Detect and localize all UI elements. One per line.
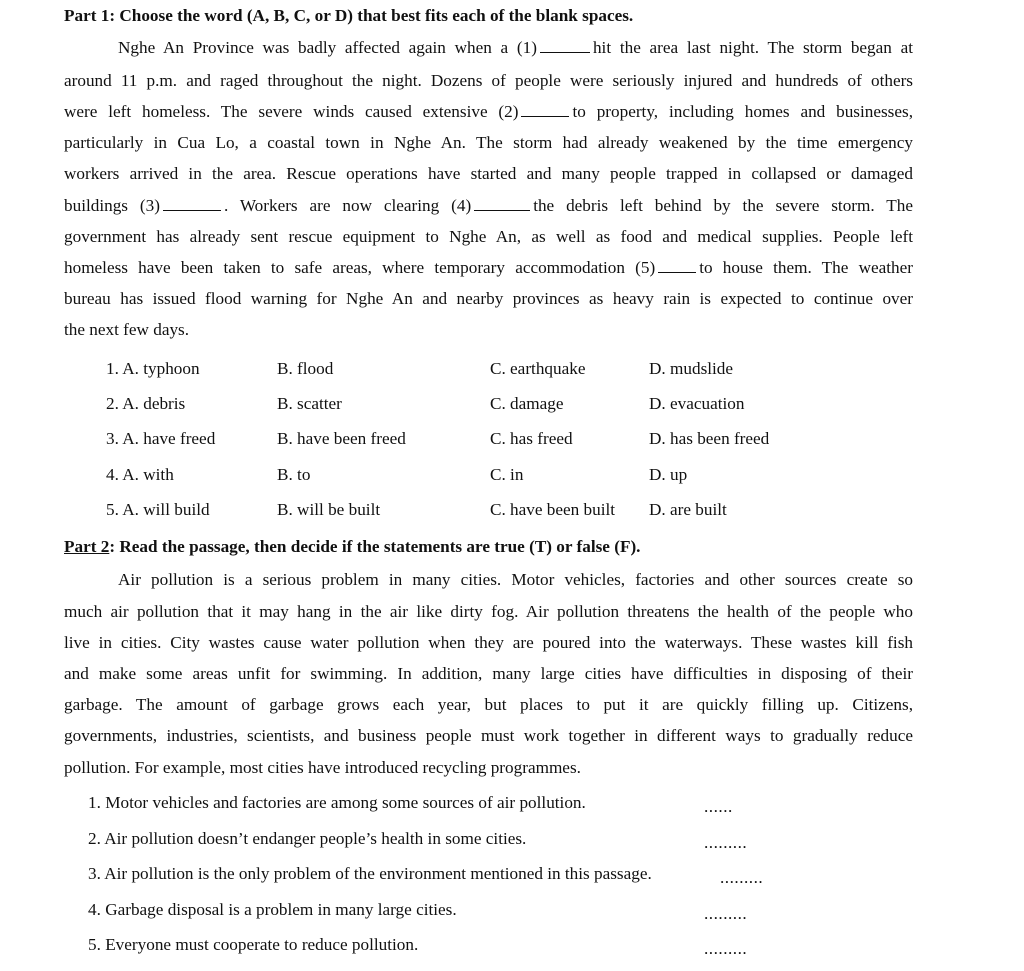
option-2d[interactable]: D. evacuation — [649, 394, 745, 413]
option-2c[interactable]: C. damage — [490, 394, 564, 413]
answer-blank-3[interactable] — [163, 196, 221, 211]
passage1-line: government has already sent rescue equipment to Nghe An, as well as food and medical supplies. People left — [64, 227, 913, 246]
passage2-line: much air pollution that it may hang in the air like dirty fog. Air pollution threatens the health of the people who — [64, 602, 913, 621]
option-5b[interactable]: B. will be built — [277, 500, 381, 519]
option-4c[interactable]: C. in — [490, 465, 524, 484]
option-5a[interactable]: 5. A. will build — [106, 500, 210, 519]
passage2-line: live in cities. City wastes cause water pollution when they are poured into the waterways. These wastes kill fish — [64, 633, 913, 652]
passage1-line: particularly in Cua Lo, a coastal town in Nghe An. The storm had already weakened by the time emergency — [64, 133, 913, 152]
option-4d[interactable]: D. up — [649, 465, 688, 484]
option-1c[interactable]: C. earthquake — [490, 359, 586, 378]
passage1-line: were left homeless. The severe winds caused extensive (2) to property, including homes and businesses, — [64, 102, 913, 121]
option-4b[interactable]: B. to — [277, 465, 311, 484]
answer-blank-1[interactable] — [540, 38, 590, 53]
part2-instruction: : Read the passage, then decide if the statements are true (T) or false (F). — [109, 537, 641, 556]
option-1b[interactable]: B. flood — [277, 359, 334, 378]
passage1-line: Nghe An Province was badly affected again when a (1) hit the area last night. The storm began at — [118, 38, 913, 57]
option-3a[interactable]: 3. A. have freed — [106, 429, 216, 448]
statement-1: 1. Motor vehicles and factories are among some sources of air pollution. — [88, 793, 586, 812]
passage1-line: around 11 p.m. and raged throughout the night. Dozens of people were seriously injured and hundreds of others — [64, 71, 913, 90]
passage2-line: garbage. The amount of garbage grows each year, but places to put it are quickly filling up. Citizens, — [64, 695, 913, 714]
answer-blank-tf-1[interactable]: ...... — [704, 797, 733, 816]
option-1d[interactable]: D. mudslide — [649, 359, 734, 378]
answer-blank-tf-3[interactable]: ......... — [720, 868, 764, 887]
option-3c[interactable]: C. has freed — [490, 429, 573, 448]
passage1-line: workers arrived in the area. Rescue operations have started and many people trapped in collapsed or damaged — [64, 164, 913, 183]
statement-5: 5. Everyone must cooperate to reduce pollution. — [88, 935, 419, 954]
passage1-line: bureau has issued flood warning for Nghe An and nearby provinces as heavy rain is expected to continue over — [64, 289, 913, 308]
passage2-line: and make some areas unfit for swimming. In addition, many large cities have difficulties in disposing of their — [64, 664, 913, 683]
option-1a[interactable]: 1. A. typhoon — [106, 359, 200, 378]
answer-blank-2[interactable] — [521, 102, 569, 117]
passage2-line: pollution. For example, most cities have introduced recycling programmes. — [64, 758, 581, 777]
passage1-line: the next few days. — [64, 320, 190, 339]
answer-blank-tf-2[interactable]: ......... — [704, 833, 748, 852]
statement-3: 3. Air pollution is the only problem of the environment mentioned in this passage. — [88, 864, 652, 883]
option-3b[interactable]: B. have been freed — [277, 429, 406, 448]
part2-label: Part 2 — [64, 537, 110, 556]
option-2b[interactable]: B. scatter — [277, 394, 342, 413]
passage1-line: homeless have been taken to safe areas, where temporary accommodation (5) to house them. The weather — [64, 258, 914, 277]
part2-title — [64, 537, 640, 557]
statement-4: 4. Garbage disposal is a problem in many large cities. — [88, 900, 457, 919]
part1-title: Part 1: Choose the word (A, B, C, or D) that best fits each of the blank spaces. — [64, 6, 634, 25]
statement-2: 2. Air pollution doesn’t endanger people’s health in some cities. — [88, 829, 527, 848]
passage1-line: buildings (3) . Workers are now clearing (4) the debris left behind by the severe storm. The — [64, 196, 913, 215]
answer-blank-5[interactable] — [658, 258, 696, 273]
option-5c[interactable]: C. have been built — [490, 500, 616, 519]
option-2a[interactable]: 2. A. debris — [106, 394, 186, 413]
passage2-line: governments, industries, scientists, and business people must work together in different ways to gradually reduce — [64, 726, 913, 745]
answer-blank-4[interactable] — [474, 196, 530, 211]
option-5d[interactable]: D. are built — [649, 500, 727, 519]
option-4a[interactable]: 4. A. with — [106, 465, 174, 484]
option-3d[interactable]: D. has been freed — [649, 429, 770, 448]
answer-blank-tf-5[interactable]: ......... — [704, 939, 748, 958]
answer-blank-tf-4[interactable]: ......... — [704, 904, 748, 923]
passage2-line: Air pollution is a serious problem in many cities. Motor vehicles, factories and other sources create so — [118, 570, 913, 589]
